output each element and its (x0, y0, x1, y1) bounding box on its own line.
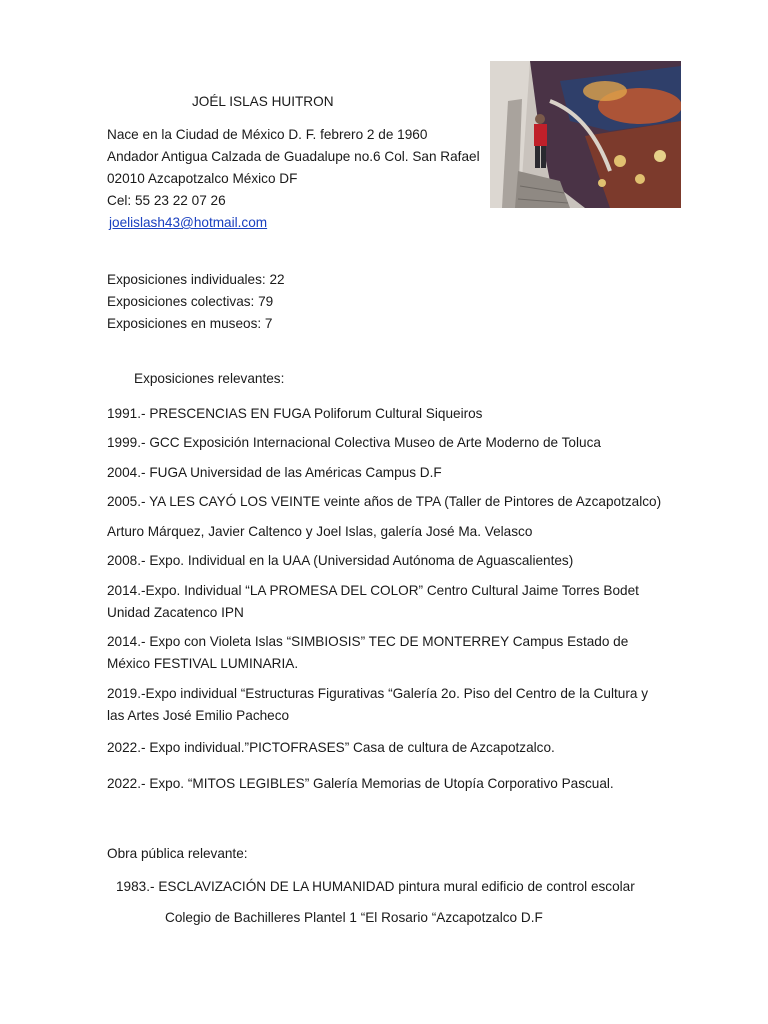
phone-line: Cel: 55 23 22 07 26 (107, 193, 226, 208)
birth-line: Nace en la Ciudad de México D. F. febrero 2 de 1960 (107, 127, 428, 142)
email-link[interactable]: joelislash43@hotmail.com (109, 215, 268, 230)
public-work-heading: Obra pública relevante: (107, 846, 248, 861)
exhibition-item: 2022.- Expo individual.”PICTOFRASES” Casa de cultura de Azcapotzalco. (107, 740, 555, 755)
exhibition-item: 2008.- Expo. Individual en la UAA (Universidad Autónoma de Aguascalientes) (107, 553, 574, 568)
exhibition-item: 1999.- GCC Exposición Internacional Colectiva Museo de Arte Moderno de Toluca (107, 435, 601, 450)
city-line: 02010 Azcapotzalco México DF (107, 171, 298, 186)
exhibition-item: 2019.-Expo individual “Estructuras Figurativas “Galería 2o. Piso del Centro de la Cultura y las Artes José Emilio Pacheco (107, 686, 648, 723)
exhibition-item: 1991.- PRESCENCIAS EN FUGA Poliforum Cultural Siqueiros (107, 406, 483, 421)
exhibition-item: 2005.- YA LES CAYÓ LOS VEINTE veinte años de TPA (Taller de Pintores de Azcapotzalco) (107, 494, 662, 509)
mural-photo-icon (490, 61, 681, 208)
exhibition-item: 2004.- FUGA Universidad de las Américas Campus D.F (107, 465, 442, 480)
exhibition-item: 2022.- Expo. “MITOS LEGIBLES” Galería Memorias de Utopía Corporativo Pascual. (107, 776, 614, 791)
public-work-line-2: Colegio de Bachilleres Plantel 1 “El Rosario “Azcapotzalco D.F (165, 910, 543, 925)
exhibition-item: 2014.-Expo. Individual “LA PROMESA DEL COLOR” Centro Cultural Jaime Torres Bodet Unidad Zacatenco IPN (107, 583, 639, 620)
mural-photo (490, 61, 681, 208)
exhibition-item: 2014.- Expo con Violeta Islas “SIMBIOSIS” TEC DE MONTERREY Campus Estado de México FESTIVAL LUMINARIA. (107, 634, 629, 671)
stat-collective: Exposiciones colectivas: 79 (107, 294, 274, 309)
stat-individual: Exposiciones individuales: 22 (107, 272, 285, 287)
exhibition-item: Arturo Márquez, Javier Caltenco y Joel Islas, galería José Ma. Velasco (107, 524, 533, 539)
public-work-line-1: 1983.- ESCLAVIZACIÓN DE LA HUMANIDAD pintura mural edificio de control escolar (116, 879, 635, 894)
stat-museums: Exposiciones en museos: 7 (107, 316, 273, 331)
page-title: JOÉL ISLAS HUITRON (192, 94, 334, 109)
exhibitions-heading: Exposiciones relevantes: (134, 371, 285, 386)
address-line: Andador Antigua Calzada de Guadalupe no.6 Col. San Rafael (107, 149, 480, 164)
